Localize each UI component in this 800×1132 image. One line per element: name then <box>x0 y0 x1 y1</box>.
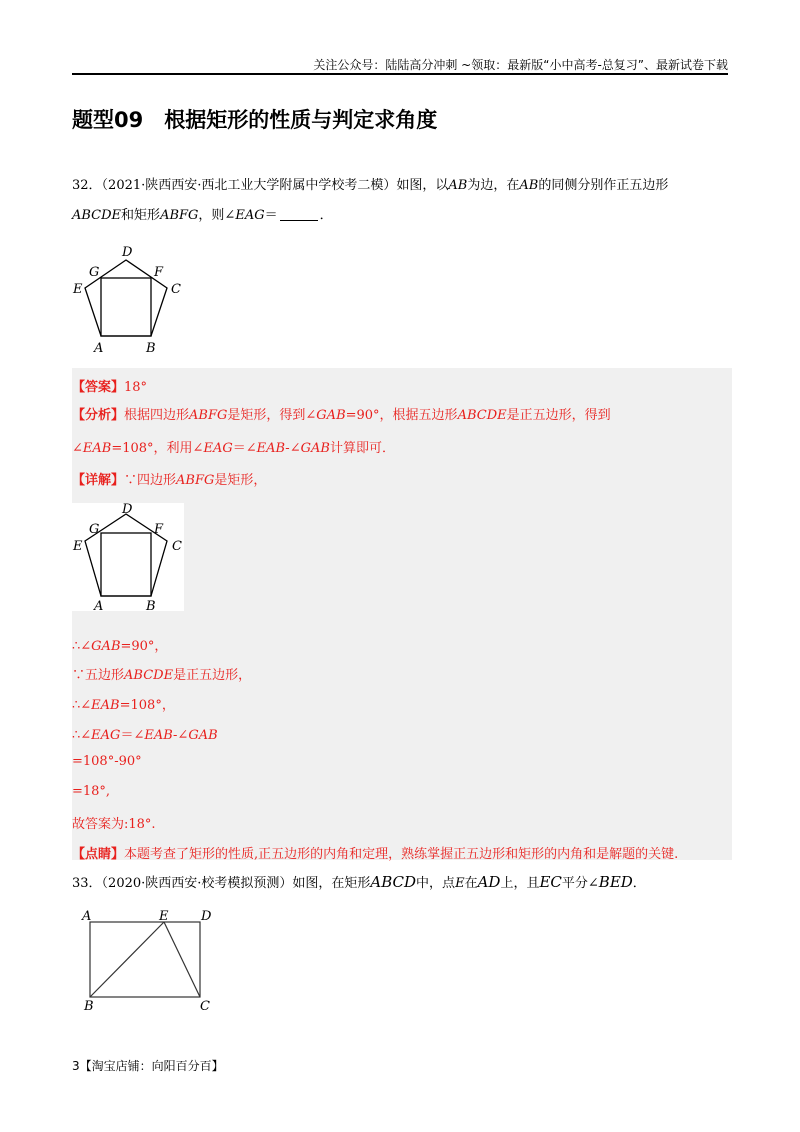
label-e: E <box>73 282 83 297</box>
step-text: ＝∠ <box>120 728 145 743</box>
analysis-text: =108°，利用∠ <box>111 441 204 456</box>
analysis-text: 是正五边形，得到 <box>506 408 611 423</box>
q33-text: 上，且 <box>500 876 540 891</box>
header-note: 关注公众号：陆陆高分冲刺 ~领取：最新版“小中高考-总复习”、最新试卷下载 <box>313 58 728 72</box>
step-math: GAB <box>91 639 121 654</box>
step-line3 <box>72 694 175 713</box>
step-math: ABCDE <box>124 668 174 683</box>
step-text: ∠ <box>177 728 189 743</box>
q33-math: AD <box>477 873 501 891</box>
q32-line2 <box>72 207 333 225</box>
answer-value: 18° <box>124 380 148 395</box>
step-text: =90°， <box>120 639 168 654</box>
label-d: D <box>122 502 133 517</box>
q33-math: BED <box>598 873 633 891</box>
comment-text: 本题考查了矩形的性质,正五边形的内角和定理，熟练掌握正五边形和矩形的内角和是解题的关键. <box>124 847 679 862</box>
rectangle-shape <box>101 533 151 596</box>
q33-text: 33．（2020·陕西西安·校考模拟预测）如图，在矩形 <box>72 876 371 891</box>
analysis-line1 <box>72 404 611 423</box>
label-a: A <box>82 909 92 924</box>
q32-text: ，则∠ <box>198 208 236 223</box>
detail-text: 是矩形， <box>214 473 267 488</box>
detail-line1 <box>72 469 266 488</box>
q32-text: 和矩形 <box>121 208 161 223</box>
q32-line1 <box>72 177 668 195</box>
q33-text: 在 <box>464 876 478 891</box>
answer-blank <box>280 208 318 221</box>
label-e: E <box>159 909 169 924</box>
q32-text: ． <box>319 208 333 223</box>
q33-line <box>72 873 646 893</box>
analysis-text: 计算即可． <box>329 441 395 456</box>
q32-text: 32．（2021·陕西西安·西北工业大学附属中学校考二模）如图，以 <box>72 178 449 193</box>
q33-math: EC <box>539 873 562 891</box>
label-e: E <box>73 539 83 554</box>
analysis-text: ∠ <box>72 441 83 456</box>
detail-tag: 【详解】 <box>72 473 125 488</box>
label-b: B <box>84 999 94 1014</box>
step-line6: =18°, <box>72 784 111 799</box>
label-c: C <box>171 282 181 297</box>
label-b: B <box>146 599 156 614</box>
label-b: B <box>146 341 156 356</box>
segment-be <box>90 922 164 997</box>
q32-segment-ab: AB <box>519 178 539 193</box>
q32-rect-name: ABFG <box>160 208 199 223</box>
q32-segment-ab: AB <box>448 178 468 193</box>
q33-figure <box>80 905 220 1017</box>
analysis-tag: 【分析】 <box>72 408 125 423</box>
detail-figure <box>72 500 192 618</box>
header-rule <box>72 73 728 75</box>
q33-text: 平分∠ <box>561 876 599 891</box>
label-d: D <box>201 909 212 924</box>
page-number: 3 <box>72 1059 80 1073</box>
step-text: =108°， <box>119 698 175 713</box>
label-d: D <box>122 245 133 260</box>
analysis-math: ABFG <box>189 408 228 423</box>
answer-tag: 【答案】 <box>72 380 125 395</box>
q33-math: ABCD <box>370 873 417 891</box>
step-line4 <box>72 724 218 743</box>
analysis-text: 是矩形，得到∠ <box>227 408 317 423</box>
analysis-line2 <box>72 437 395 456</box>
step-math: EAB- <box>144 728 178 743</box>
step-text: ∴∠ <box>72 639 92 654</box>
analysis-text: 根据四边形 <box>124 408 190 423</box>
label-c: C <box>200 999 210 1014</box>
step-line5: =108°-90° <box>72 754 142 769</box>
detail-math: ABFG <box>176 473 215 488</box>
rectangle-shape <box>101 278 151 336</box>
answer-line <box>72 376 147 395</box>
q32-text: 的同侧分别作正五边形 <box>538 178 669 193</box>
detail-text: ∵四边形 <box>124 473 177 488</box>
step-line7: 故答案为:18°. <box>72 817 156 832</box>
step-text: 是正五边形， <box>173 668 252 683</box>
comment-line <box>72 843 678 862</box>
analysis-math: EAB <box>82 441 112 456</box>
q33-text: 中，点 <box>416 876 456 891</box>
label-f: F <box>154 265 164 280</box>
label-g: G <box>89 522 100 537</box>
comment-tag: 【点睛】 <box>72 847 125 862</box>
q32-text: 为边，在 <box>467 178 520 193</box>
segment-ec <box>164 922 200 997</box>
step-line1 <box>72 635 167 654</box>
analysis-math: EAB- <box>256 441 290 456</box>
analysis-math: ABCDE <box>457 408 507 423</box>
q32-text: ＝ <box>264 208 278 223</box>
analysis-text: ∠ <box>289 441 301 456</box>
step-text: ∴∠ <box>72 728 92 743</box>
analysis-math: EAG <box>203 441 233 456</box>
label-a: A <box>94 341 104 356</box>
q32-figure <box>72 240 192 358</box>
section-title: 题型09 根据矩形的性质与判定求角度 <box>72 108 438 132</box>
q32-pentagon-name: ABCDE <box>72 208 122 223</box>
q33-math: E <box>455 876 465 891</box>
label-c: C <box>172 539 182 554</box>
step-text: ∴∠ <box>72 698 92 713</box>
step-line2 <box>72 664 251 683</box>
step-text: ∵五边形 <box>72 668 125 683</box>
analysis-math: GAB <box>300 441 330 456</box>
q33-text: ． <box>632 876 646 891</box>
footer <box>72 1057 224 1074</box>
analysis-math: GAB <box>316 408 346 423</box>
label-a: A <box>94 599 104 614</box>
label-f: F <box>154 522 164 537</box>
analysis-text: =90°，根据五边形 <box>345 408 458 423</box>
label-g: G <box>89 265 100 280</box>
rectangle-abcd <box>90 922 200 997</box>
q32-angle-name: EAG <box>235 208 265 223</box>
analysis-text: ＝∠ <box>232 441 257 456</box>
footer-note: 【淘宝店铺：向阳百分百】 <box>79 1059 224 1073</box>
step-math: GAB <box>188 728 218 743</box>
step-math: EAG <box>91 728 121 743</box>
step-math: EAB <box>91 698 120 713</box>
